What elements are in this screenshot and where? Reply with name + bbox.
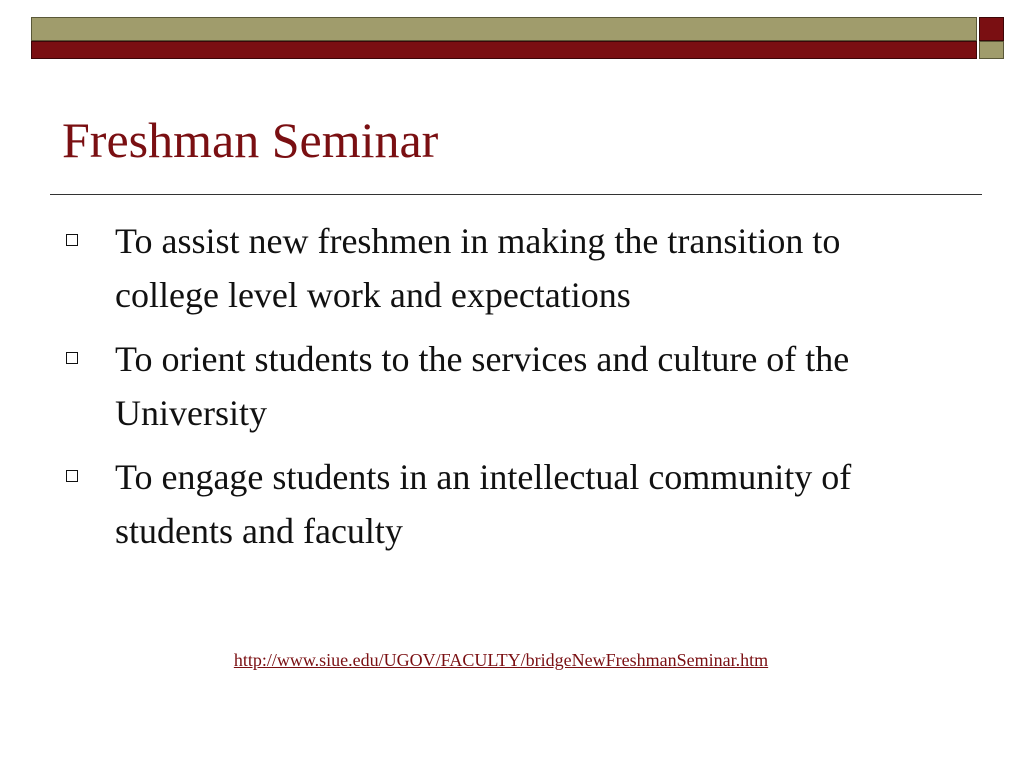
slide-title: Freshman Seminar [62, 112, 439, 168]
hollow-square-bullet-icon [66, 352, 78, 364]
hollow-square-bullet-icon [66, 470, 78, 482]
bullet-item [62, 214, 952, 322]
header-bar-maroon [31, 41, 977, 59]
header-square-maroon [979, 17, 1004, 41]
hollow-square-bullet-icon [66, 234, 78, 246]
bullet-list [62, 214, 952, 568]
bullet-text: To engage students in an intellectual community of students and faculty [115, 457, 852, 551]
bullet-item [62, 332, 952, 440]
source-link[interactable]: http://www.siue.edu/UGOV/FACULTY/bridgeNewFreshmanSeminar.htm [233, 650, 769, 670]
bullet-text: To orient students to the services and culture of the University [115, 339, 850, 433]
bullet-item [62, 450, 952, 558]
header-bar-olive [31, 17, 977, 41]
header-square-olive [979, 41, 1004, 59]
bullet-text: To assist new freshmen in making the transition to college level work and expectations [115, 221, 841, 315]
title-divider [50, 194, 982, 195]
